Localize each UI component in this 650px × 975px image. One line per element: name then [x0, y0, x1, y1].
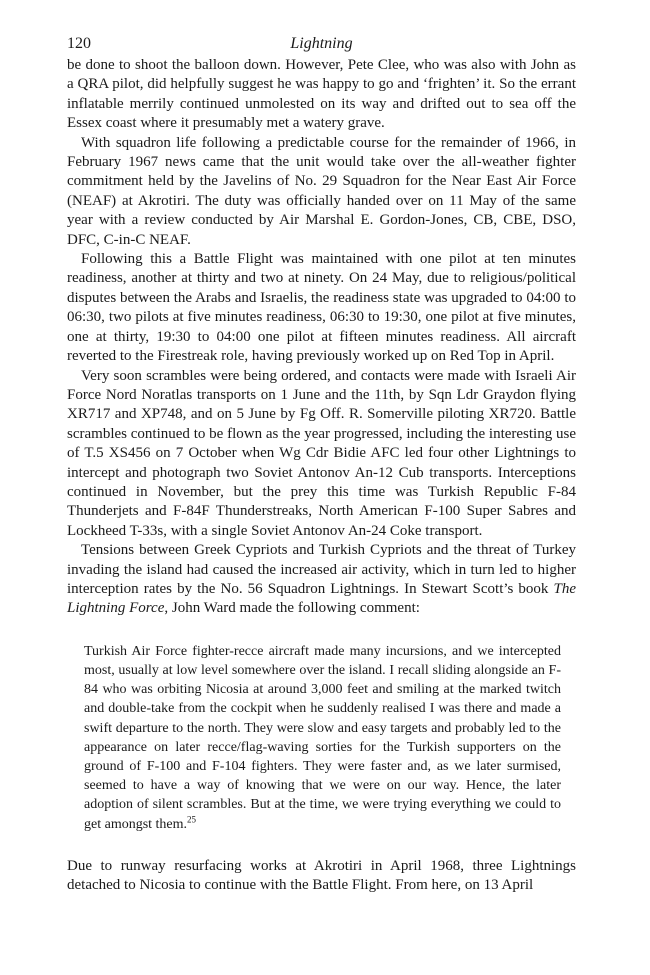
paragraph: Following this a Battle Flight was maintained with one pilot at ten minutes readiness, another at thirty and two at ninety. On 24 May, due to religious/political disputes between the Arabs and Israelis, the readiness state was upgraded to 04:00 to 06:30, two pilots at five minutes readiness, 06:30 to 19:30, one pilot at five minutes, one at thirty, 19:30 to 04:00 one pilot at fifteen minutes readiness. All aircraft reverted to the Firestreak role, having previously worked up on Red Top in April.: [67, 251, 576, 365]
page-number: 120: [67, 35, 91, 52]
body-text: [67, 56, 576, 619]
body-text-continued: [67, 857, 576, 896]
footnote-marker: 25: [187, 813, 197, 824]
block-quote: [84, 642, 561, 834]
running-head: [67, 30, 576, 56]
paragraph-text: Tensions between Greek Cypriots and Turkish Cypriots and the threat of Turkey invading the island had caused the increased air activity, which in turn led to higher interception rates by the No. 56 Squadron Lightnings. In Stewart Scott’s book: [67, 542, 576, 597]
book-title: The Lightning Force: [67, 580, 576, 617]
paragraph: With squadron life following a predictable course for the remainder of 1966, in February 1967 news came that the unit would take over the all-weather fighter commitment held by the Javelins of No. 29 Squadron for the Near East Air Force (NEAF) at Akrotiri. The duty was officially handed over on 11 May of the same year with a review conducted by Air Marshal E. Gordon-Jones, CB, CBE, DSO, DFC, C-in-C NEAF.: [67, 134, 576, 248]
paragraph-text: , John Ward made the following comment:: [164, 600, 420, 617]
quote-text: Turkish Air Force fighter-recce aircraft made many incursions, and we intercepted most, usually at low level somewhere over the island. I recall sliding alongside an F-84 who was orbiting Nicosia at around 3,000 feet and smiling at the marked twitch and double-take from the cockpit when he suddenly realised I was there and made a swift departure to the north. They were slow and easy targets and probably led to the appearance on later recce/flag-waving sorties for the Turkish supporters on the ground of F-100 and F-104 fighters. They were faster and, as we later surmised, seemed to have a way of knowing that we were on our way. Hence, the later adoption of silent scrambles. But at the time, we were trying everything we could to get amongst them.: [84, 643, 561, 832]
paragraph: Very soon scrambles were being ordered, and contacts were made with Israeli Air Force Nord Noratlas transports on 1 June and the 11th, by Sqn Ldr Graydon flying XR717 and XP748, and on 5 June by Fg Off. R. Somerville piloting XR720. Battle scrambles continued to be flown as the year progressed, including the interesting use of T.5 XS456 on 7 October when Wg Cdr Bidie AFC led four other Lightnings to intercept and photograph two Soviet Antonov An-12 Cub transports. Interceptions continued in November, but the prey this time was Turkish Republic F-84 Thunderjets and F-84F Thunderstreaks, North American F-100 Super Sabres and Lockheed T-33s, with a single Soviet Antonov An-24 Coke transport.: [67, 367, 576, 539]
book-page: [67, 30, 576, 896]
paragraph-with-book-title: [67, 541, 576, 619]
paragraph: Due to runway resurfacing works at Akrotiri in April 1968, three Lightnings detached to Nicosia to continue with the Battle Flight. From here, on 13 April: [67, 857, 576, 894]
paragraph-continuation: be done to shoot the balloon down. However, Pete Clee, who was also with John as a QRA pilot, did helpfully suggest he was happy to go and ‘frighten’ it. So the errant inflatable merrily continued unmolested on its way and drifted out to sea off the Essex coast where it presumably met a watery grave.: [67, 57, 576, 132]
running-title: Lightning: [290, 35, 353, 52]
